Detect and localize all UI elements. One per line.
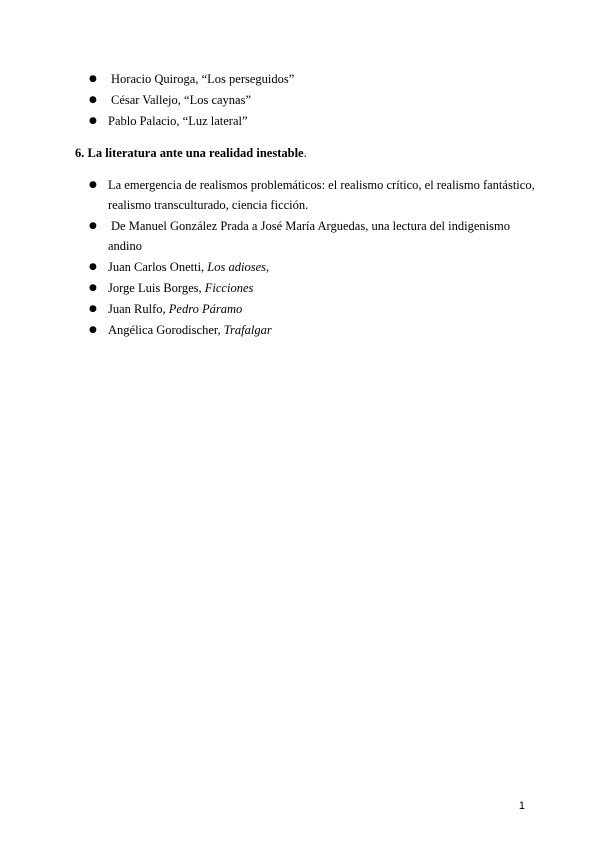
author-list <box>0 69 600 132</box>
list-item-author: Jorge Luis Borges, <box>108 281 205 295</box>
bullet-icon: ● <box>89 221 97 231</box>
list-item-text: César Vallejo, “Los caynas” <box>111 93 251 107</box>
list-item <box>0 257 600 277</box>
page-number: 1 <box>518 800 525 812</box>
list-item-title: Los adioses <box>207 260 266 274</box>
list-item <box>0 69 600 90</box>
bullet-icon: ● <box>89 74 97 84</box>
list-item <box>0 111 600 132</box>
section-heading <box>75 143 307 163</box>
bullet-icon: ● <box>89 304 97 314</box>
list-item-tail: , <box>266 260 270 274</box>
section-heading-text: 6. La literatura ante una realidad inestable <box>75 146 304 160</box>
list-item <box>0 216 600 256</box>
list-item-text: Pablo Palacio, “Luz lateral” <box>108 114 248 128</box>
bullet-icon: ● <box>89 116 97 126</box>
list-item-author: Angélica Gorodischer, <box>108 323 224 337</box>
list-item <box>0 299 600 319</box>
bullet-icon: ● <box>89 95 97 105</box>
section-heading-tail: . <box>303 146 307 160</box>
bullet-icon: ● <box>89 262 97 272</box>
bullet-icon: ● <box>89 180 97 190</box>
list-item-title: Ficciones <box>204 281 254 295</box>
list-item <box>0 278 600 298</box>
list-item-author: Juan Carlos Onetti, <box>108 260 208 274</box>
bullet-icon: ● <box>89 283 97 293</box>
list-item <box>0 175 600 215</box>
list-item-title: Trafalgar <box>223 323 272 337</box>
list-item-text: La emergencia de realismos problemáticos: el realismo crítico, el realismo fantástico, realismo transculturado, ciencia ficción. <box>108 178 535 212</box>
list-item-text: De Manuel González Prada a José María Arguedas, una lectura del indigenismo andino <box>108 219 510 253</box>
list-item-author: Juan Rulfo, <box>108 302 169 316</box>
list-item <box>0 90 600 111</box>
section-list <box>0 175 600 341</box>
list-item <box>0 320 600 340</box>
list-item-text: Horacio Quiroga, “Los perseguidos” <box>111 72 295 86</box>
list-item-title: Pedro Páramo <box>168 302 243 316</box>
bullet-icon: ● <box>89 325 97 335</box>
